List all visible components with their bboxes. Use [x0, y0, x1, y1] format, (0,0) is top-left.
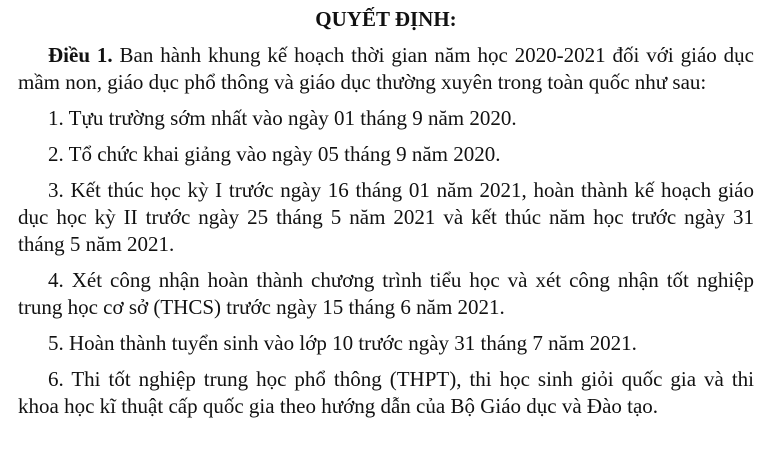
item-5: 5. Hoàn thành tuyển sinh vào lớp 10 trước ngày 31 tháng 7 năm 2021. — [48, 331, 637, 355]
item-6: 6. Thi tốt nghiệp trung học phổ thông (THPT), thi học sinh giỏi quốc gia và thi khoa học kĩ thuật cấp quốc gia theo hướng dẫn của Bộ Giáo dục và Đào tạo. — [18, 367, 754, 418]
item-4: 4. Xét công nhận hoàn thành chương trình tiểu học và xét công nhận tốt nghiệp trung học cơ sở (THCS) trước ngày 15 tháng 6 năm 2021. — [18, 268, 754, 319]
document-title: QUYẾT ĐỊNH: — [315, 7, 457, 31]
item-1: 1. Tựu trường sớm nhất vào ngày 01 tháng 9 năm 2020. — [48, 106, 517, 130]
article-1-paragraph — [18, 42, 754, 96]
article-intro: Ban hành khung kế hoạch thời gian năm học 2020-2021 đối với giáo dục mầm non, giáo dục phổ thông và giáo dục thường xuyên trong toàn quốc như sau: — [18, 43, 755, 94]
item-3: 3. Kết thúc học kỳ I trước ngày 16 tháng 01 năm 2021, hoàn thành kế hoạch giáo dục học kỳ II trước ngày 25 tháng 5 năm 2021 và kết thúc năm học trước ngày 31 tháng 5 năm 2021. — [18, 178, 754, 256]
article-label: Điều 1. — [48, 43, 113, 67]
item-2: 2. Tổ chức khai giảng vào ngày 05 tháng 9 năm 2020. — [48, 142, 501, 166]
